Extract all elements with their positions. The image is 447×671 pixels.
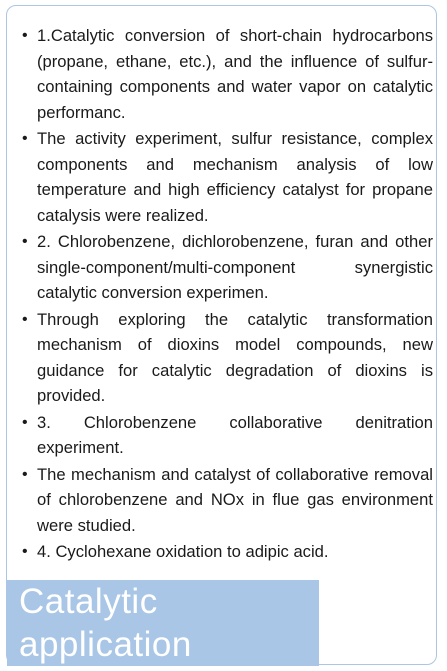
bullet-item bbox=[21, 410, 433, 461]
bullet-item bbox=[21, 23, 433, 125]
content-card bbox=[6, 5, 437, 665]
bullet-dot-icon: • bbox=[22, 233, 28, 250]
bullet-item bbox=[21, 126, 433, 228]
bullet-text: The mechanism and catalyst of collaborative removal of chlorobenzene and NOx in flue gas environment were studied. bbox=[37, 464, 433, 535]
bullet-dot-icon: • bbox=[22, 130, 28, 147]
bullet-dot-icon: • bbox=[22, 27, 28, 44]
bullet-text: Through exploring the catalytic transformation mechanism of dioxins model compounds, new guidance for catalytic degradation of dioxins is provided. bbox=[37, 309, 433, 405]
title-banner bbox=[7, 580, 319, 666]
bullet-dot-icon: • bbox=[22, 465, 28, 483]
bullet-text: 2. Chlorobenzene, dichlorobenzene, furan and other single-component/multi-component synergistic catalytic conversion experimen. bbox=[37, 232, 433, 302]
bullet-text: The activity experiment, sulfur resistance, complex components and mechanism analysis of low temperature and high efficiency catalyst for propane catalysis were realized. bbox=[37, 129, 433, 225]
bullet-list bbox=[21, 23, 433, 566]
bullet-item bbox=[21, 307, 433, 409]
bullet-text: 3. Chlorobenzene collaborative denitration experiment. bbox=[37, 412, 433, 457]
page-title: Catalytic application bbox=[19, 582, 192, 664]
bullet-text: 4. Cyclohexane oxidation to adipic acid. bbox=[37, 542, 329, 561]
bullet-dot-icon: • bbox=[22, 413, 28, 431]
bullet-item bbox=[21, 462, 433, 539]
bullet-text: 1.Catalytic conversion of short-chain hydrocarbons (propane, ethane, etc.), and the influence of sulfur-containing components and water vapor on catalytic performanc. bbox=[37, 26, 433, 122]
bullet-dot-icon: • bbox=[22, 543, 28, 560]
bullet-item bbox=[21, 539, 433, 565]
bullet-dot-icon: • bbox=[22, 310, 28, 328]
bullet-item bbox=[21, 229, 433, 306]
